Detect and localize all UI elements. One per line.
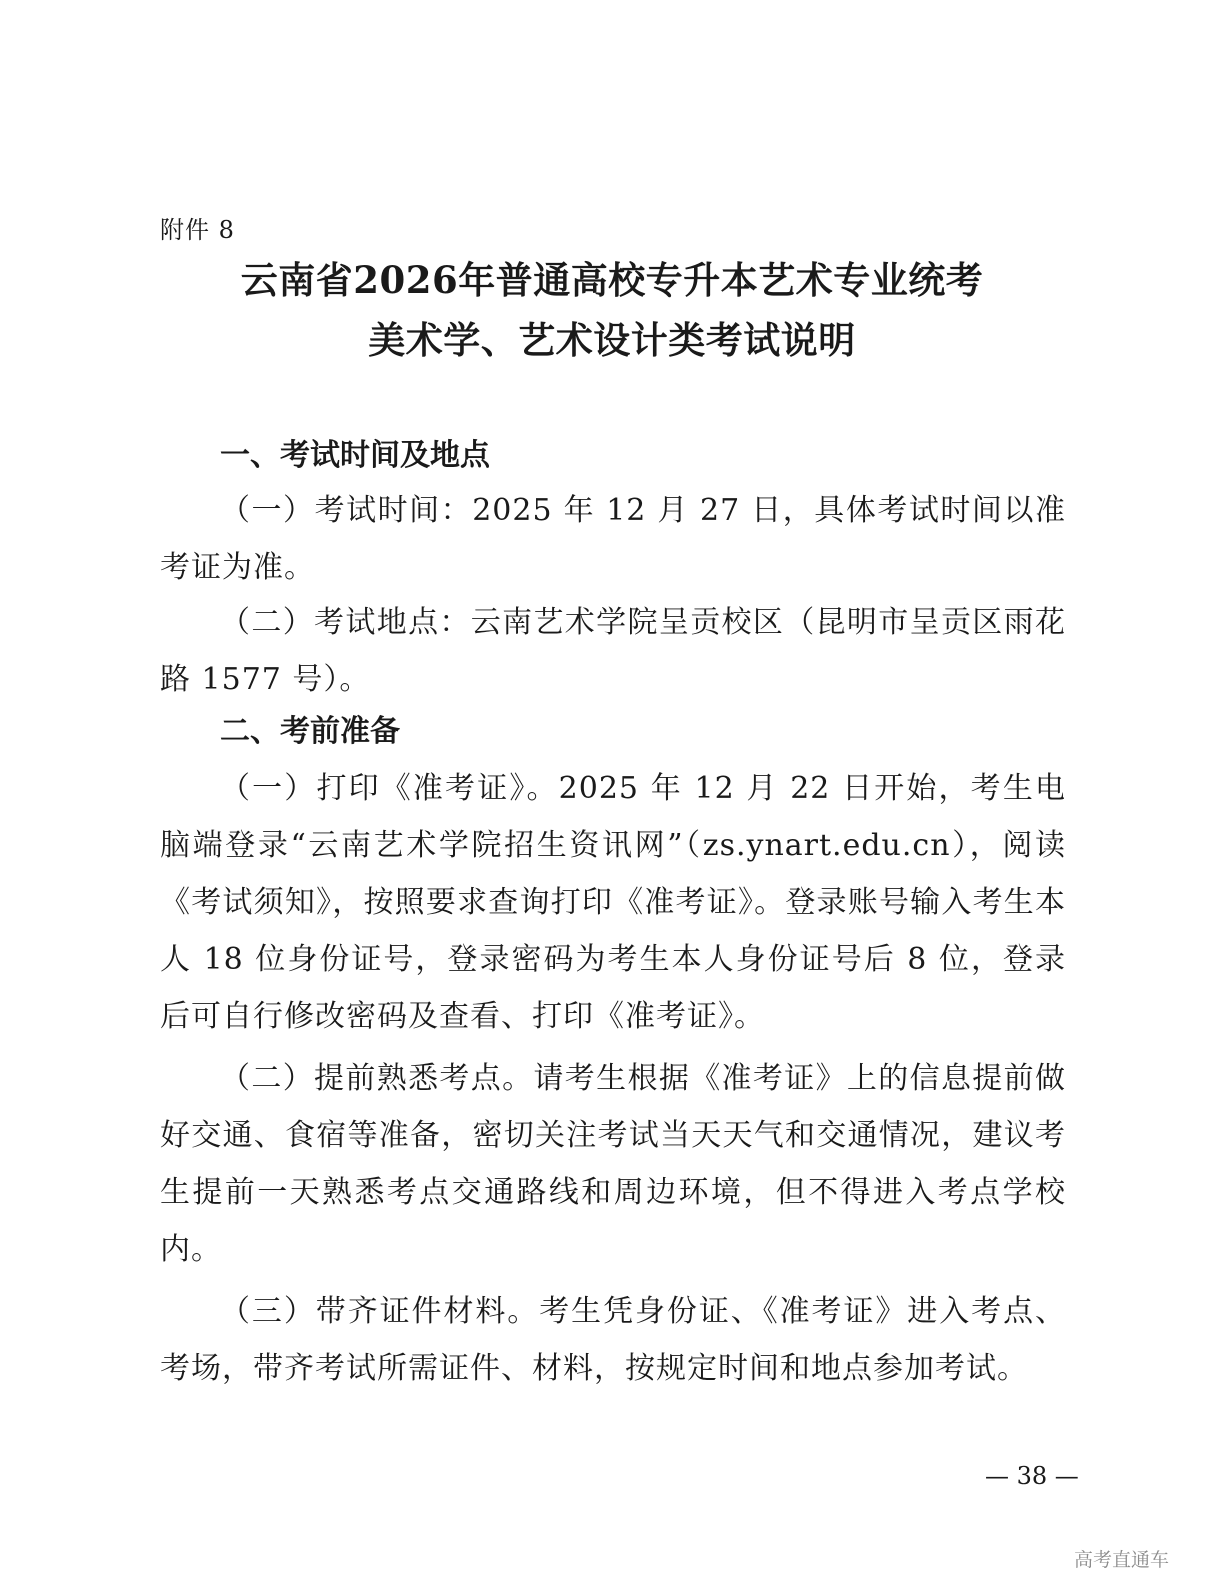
paragraph-exam-time: （一）考试时间：2025 年 12 月 27 日，具体考试时间以准考证为准。	[160, 493, 1066, 585]
section-heading-preparation: 二、考前准备	[220, 714, 400, 749]
paragraph-exam-place: （二）考试地点：云南艺术学院呈贡校区（昆明市呈贡区雨花路 1577 号）。	[160, 605, 1066, 697]
document-title-line1: 云南省2026年普通高校专升本艺术专业统考	[240, 258, 984, 302]
paragraph-print-admission-ticket: （一）打印《准考证》。2025 年 12 月 22 日开始，考生电脑端登录“云南艺术学院招生资讯网”（zs.ynart.edu.cn），阅读《考试须知》，按照要求查询打印《准考证》。登录账号输入考生本人 18 位身份证号，登录密码为考生本人身份证号后 8 位，登录后可自行修改密码及查看、打印《准考证》。	[160, 771, 1066, 1034]
document-title-line2: 美术学、艺术设计类考试说明	[368, 318, 856, 362]
paragraph-bring-documents: （三）带齐证件材料。考生凭身份证、《准考证》进入考点、考场，带齐考试所需证件、材料，按规定时间和地点参加考试。	[160, 1294, 1066, 1386]
paragraph-familiarize-venue: （二）提前熟悉考点。请考生根据《准考证》上的信息提前做好交通、食宿等准备，密切关注考试当天天气和交通情况，建议考生提前一天熟悉考点交通路线和周边环境，但不得进入考点学校内。	[160, 1061, 1066, 1267]
attachment-label: 附件 8	[160, 216, 235, 244]
watermark-text: 高考直通车	[1074, 1549, 1170, 1571]
page-number: — 38 —	[985, 1462, 1079, 1490]
section-heading-exam-time-place: 一、考试时间及地点	[220, 438, 490, 473]
